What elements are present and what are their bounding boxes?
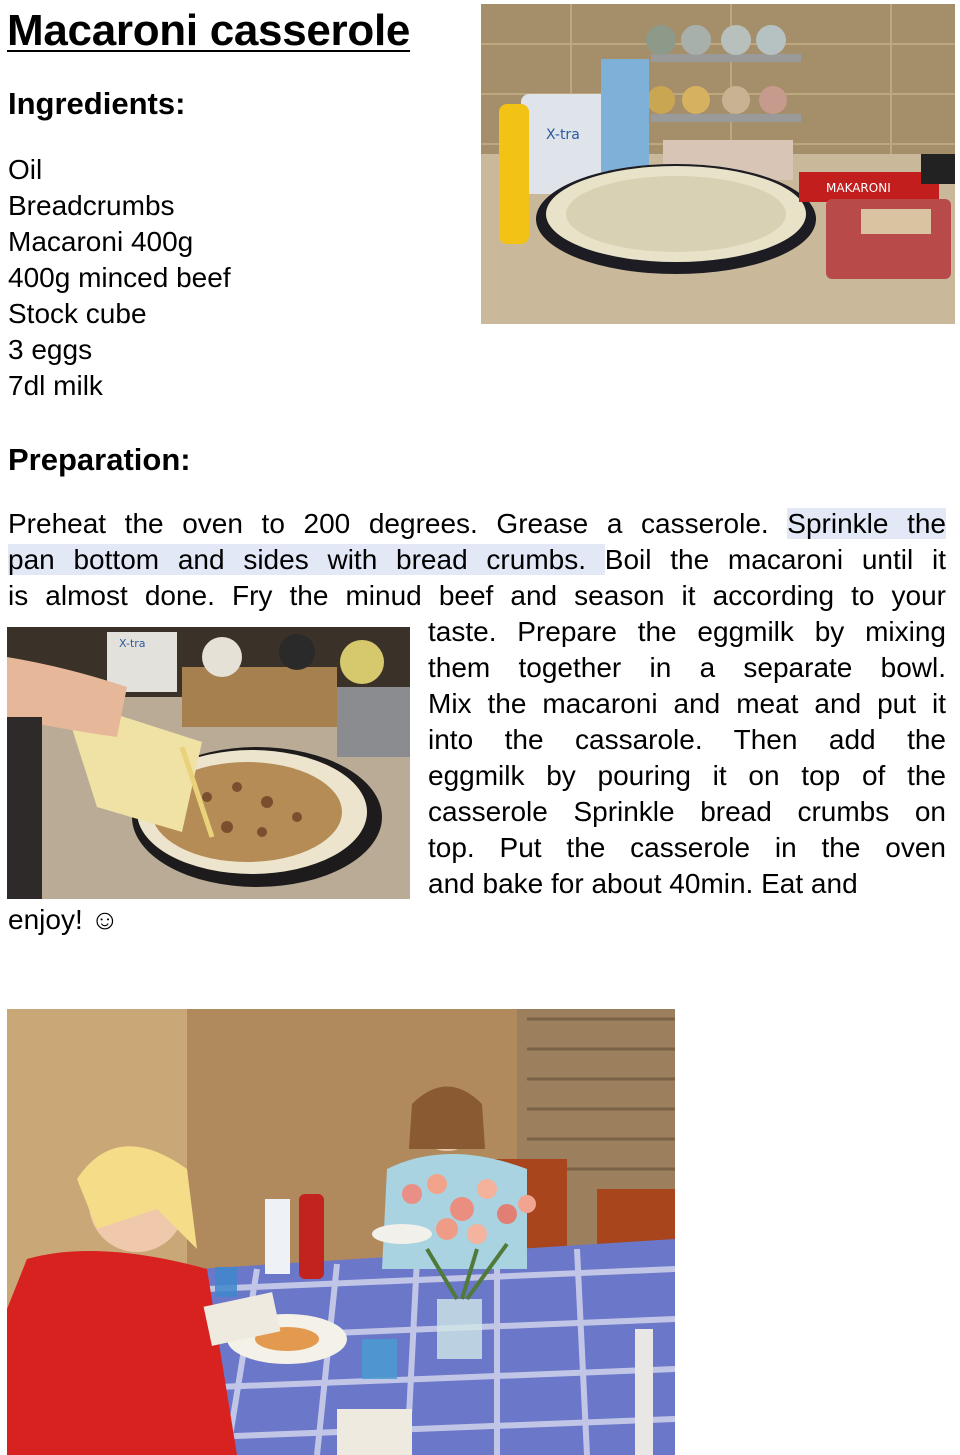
ingredient-item: 400g minced beef bbox=[8, 262, 231, 293]
preparation-line-part: Boil the macaroni until it bbox=[604, 544, 946, 575]
preparation-line: eggmilk by pouring it on top of the bbox=[428, 760, 946, 791]
ingredient-item: Macaroni 400g bbox=[8, 226, 194, 257]
ingredient-item: Breadcrumbs bbox=[8, 190, 175, 221]
preparation-line-part: Preheat the oven to 200 degrees. Grease a casserole. bbox=[8, 508, 788, 539]
recipe-title: Macaroni casserole bbox=[7, 6, 411, 55]
preparation-line: them together in a separate bowl. bbox=[428, 652, 946, 683]
dinner-photo bbox=[7, 1009, 675, 1455]
preparation-line: and bake for about 40min. Eat and bbox=[428, 868, 858, 899]
ingredient-item: Stock cube bbox=[8, 298, 147, 329]
ingredient-item: 7dl milk bbox=[8, 370, 103, 401]
preparation-line bbox=[8, 506, 946, 542]
xtra-label-1: X-tra bbox=[546, 127, 580, 143]
ingredients-heading: Ingredients: bbox=[8, 86, 186, 121]
preparation-line: Mix the macaroni and meat and put it bbox=[428, 688, 946, 719]
ingredients-list bbox=[8, 152, 231, 404]
preparation-line: casserole Sprinkle bread crumbs on bbox=[428, 796, 946, 827]
highlighted-text: pan bottom and sides with bread crumbs. bbox=[8, 544, 605, 575]
ingredients-photo bbox=[481, 4, 955, 324]
preparation-text bbox=[8, 506, 946, 946]
preparation-line: enjoy! ☺ bbox=[8, 904, 120, 935]
preparation-line: taste. Prepare the eggmilk by mixing bbox=[428, 616, 946, 647]
preparation-line bbox=[8, 542, 946, 578]
preparation-line: into the cassarole. Then add the bbox=[428, 724, 946, 755]
preparation-line: is almost done. Fry the minud beef and season it according to your bbox=[8, 580, 946, 611]
preparation-heading: Preparation: bbox=[8, 442, 191, 477]
highlighted-text: Sprinkle the bbox=[787, 508, 946, 539]
ingredient-item: Oil bbox=[8, 154, 43, 185]
xtra-label-2: X-tra bbox=[119, 637, 146, 650]
ingredient-item: 3 eggs bbox=[8, 334, 93, 365]
macaroni-label: MAKARONI bbox=[826, 181, 891, 195]
preparation-line: top. Put the casserole in the oven bbox=[428, 832, 946, 863]
